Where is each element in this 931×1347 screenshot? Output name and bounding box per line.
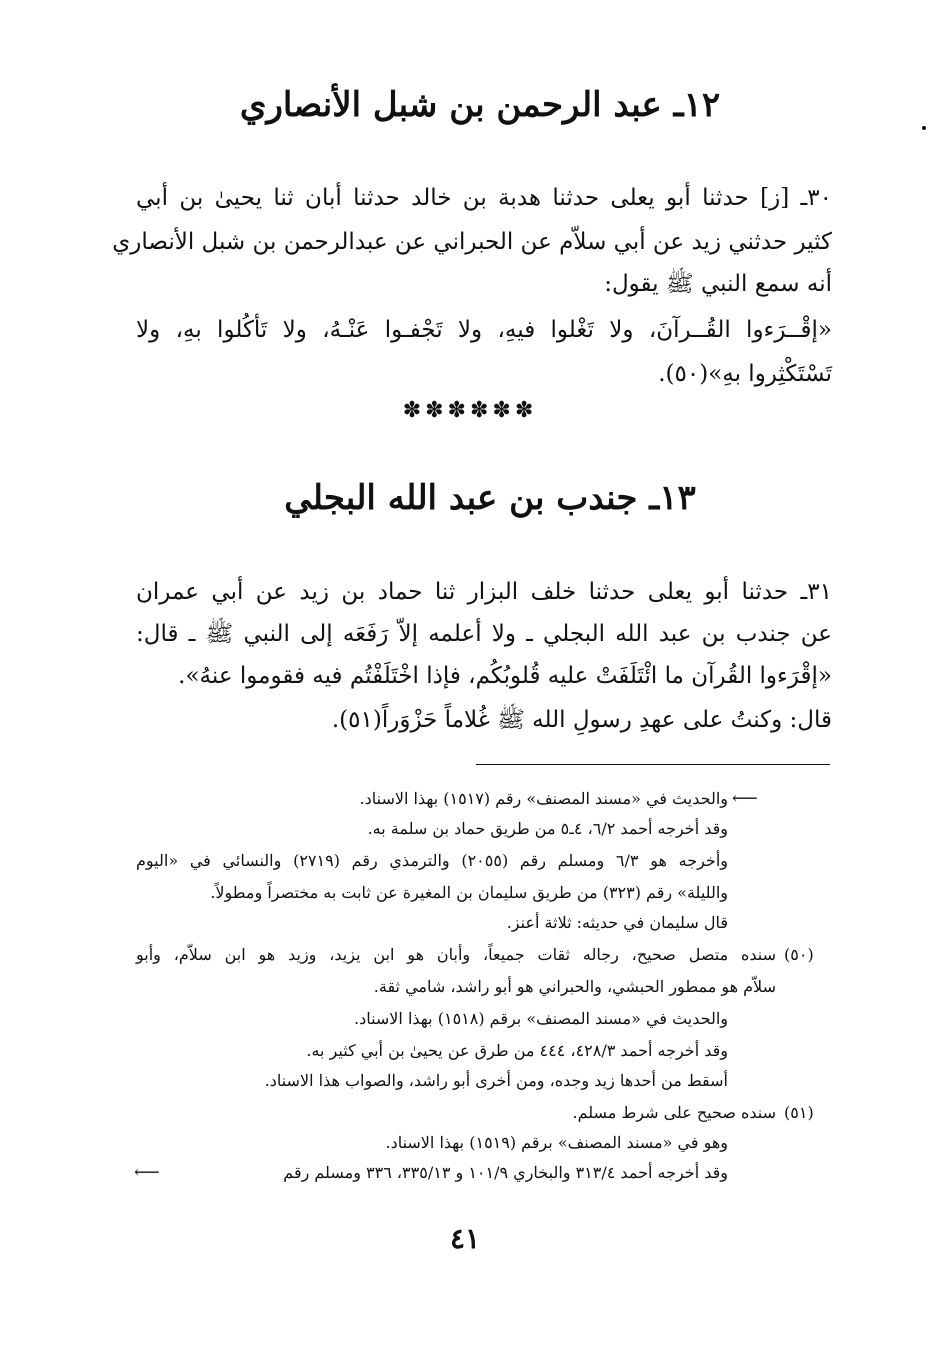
section-heading-12: ١٢ـ عبد الرحمن بن شبل الأنصاري bbox=[239, 85, 721, 125]
footnote-51-line-1: سنده صحيح على شرط مسلم. bbox=[572, 1103, 776, 1122]
footnote-51-line-2: وهو في «مسند المصنف» برقم (١٥١٩) بهذا الاسناد. bbox=[385, 1133, 728, 1152]
hadith-30-line-1: ٣٠ـ [ز] حدثنا أبو يعلى حدثنا هدبة بن خالد حدثنا أبان ثنا يحيىٰ بن أبي bbox=[136, 185, 832, 211]
footnote-50-line-3: والحديث في «مسند المصنف» برقم (١٥١٨) بهذا الاسناد. bbox=[353, 1009, 728, 1028]
footnote-50-line-4: وقد أخرجه أحمد ٤٢٨/٣، ٤٤٤ من طرق عن يحيىٰ بن أبي كثير به. bbox=[306, 1041, 728, 1060]
continuation-arrow-icon-bottom: ⟵ bbox=[134, 1162, 160, 1183]
margin-mark bbox=[922, 126, 926, 130]
footnote-carry-line-4: والليلة» رقم (٣٢٣) من طريق سليمان بن المغيرة عن ثابت به مختصراً ومطولاً. bbox=[210, 883, 728, 902]
footnote-50-line-5: أسقط من أحدها زيد وجده، ومن أخرى أبو راشد، والصواب هذا الاسناد. bbox=[264, 1071, 728, 1090]
footnote-50-line-1: سنده متصل صحيح، رجاله ثقات جميعاً، وأبان هو ابن يزيد، وزيد هو ابن سلاّم، وأبو bbox=[136, 945, 776, 964]
hadith-30-line-2: كثير حدثني زيد عن أبي سلاّم عن الحبراني عن عبدالرحمن بن شبل الأنصاري bbox=[112, 229, 832, 255]
footnote-carry-line-2: وقد أخرجه أحمد ٦/٢، ٤ـ٥ من طريق حماد بن سلمة به. bbox=[367, 819, 728, 838]
hadith-31-line-1: ٣١ـ حدثنا أبو يعلى حدثنا خلف البزار ثنا حماد بن زيد عن أبي عمران bbox=[136, 579, 832, 605]
hadith-31-line-3: «إقْرَءوا القُرآن ما ائْتَلَفَتْ عليه قُلوبُكُم، فإذا اخْتَلَفْتُم فيه فقوموا عنهُ». bbox=[178, 663, 832, 689]
footnote-carry-line-5: قال سليمان في حديثه: ثلاثة أعنز. bbox=[506, 913, 728, 932]
section-separator-stars: ✽✽✽✽✽✽ bbox=[402, 398, 538, 423]
footnote-50-number: (٥٠) bbox=[784, 945, 814, 964]
footnote-51-line-3: وقد أخرجه أحمد ٣١٣/٤ والبخاري ١٠١/٩ و ٣٣٥/١٣، ٣٣٦ ومسلم رقم bbox=[283, 1163, 728, 1182]
continuation-arrow-icon: ⟵ bbox=[732, 788, 758, 809]
page-number: ٤١ bbox=[449, 1222, 481, 1255]
footnote-50-line-2: سلاّم هو ممطور الحبشي، والحبراني هو أبو راشد، شامي ثقة. bbox=[373, 977, 776, 996]
footnote-51-number: (٥١) bbox=[784, 1103, 814, 1122]
section-heading-13: ١٣ـ جندب بن عبد الله البجلي bbox=[284, 478, 696, 518]
footnote-carry-line-3: وأخرجه هو ٦/٣ ومسلم رقم (٢٠٥٥) والترمذي رقم (٢٧١٩) والنسائي في «اليوم bbox=[136, 851, 728, 870]
hadith-31-line-2: عن جندب بن عبد الله البجلي ـ ولا أعلمه إلاّ رَفَعَه إلى النبي ﷺ ـ قال: bbox=[136, 621, 832, 647]
hadith-31-line-4: قال: وكنتُ على عهدِ رسولِ الله ﷺ غُلاماً حَزْوَراً(٥١). bbox=[331, 707, 832, 733]
hadith-30-line-3: أنه سمع النبي ﷺ يقول: bbox=[604, 271, 832, 297]
hadith-30-line-4: «إقْــرَءوا القُــرآنَ، ولا تَغْلوا فيهِ، ولا تَجْفـوا عَنْـهُ، ولا تَأكُلوا بهِ، ولا bbox=[136, 317, 832, 343]
footnote-separator bbox=[476, 764, 830, 765]
hadith-30-line-5: تَسْتَكْثِروا بهِ»(٥٠). bbox=[658, 361, 832, 387]
footnote-carry-line-1: والحديث في «مسند المصنف» رقم (١٥١٧) بهذا الاسناد. bbox=[359, 789, 728, 808]
